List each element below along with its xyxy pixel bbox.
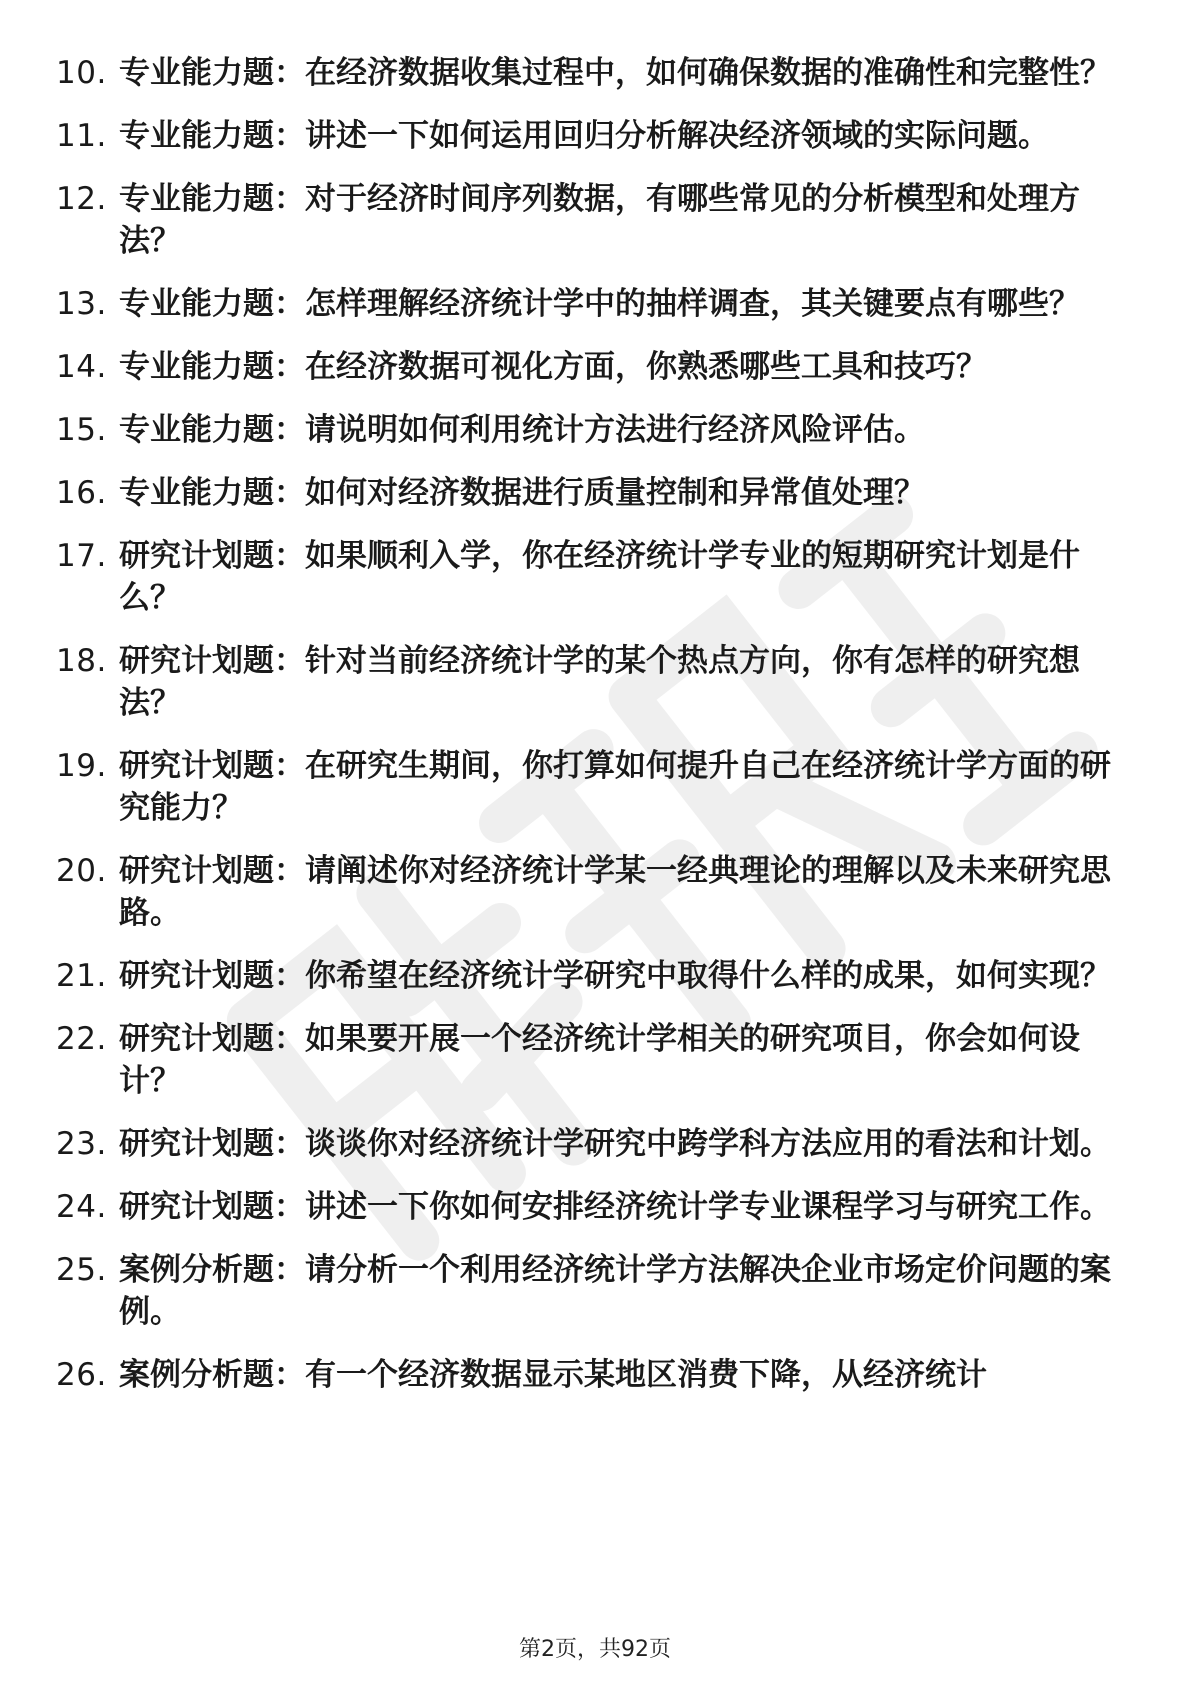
question-category: 研究计划题：	[119, 643, 305, 679]
question-item	[56, 745, 1116, 829]
question-text: 在经济数据可视化方面，你熟悉哪些工具和技巧？	[305, 349, 987, 385]
question-number: 22.	[56, 1021, 107, 1057]
question-body	[119, 1018, 1116, 1102]
question-number: 10.	[56, 55, 107, 91]
question-text: 讲述一下如何运用回归分析解决经济领域的实际问题。	[305, 118, 1049, 154]
question-body	[119, 1186, 1116, 1228]
question-text: 怎样理解经济统计学中的抽样调查，其关键要点有哪些？	[305, 286, 1080, 322]
question-item	[56, 1186, 1116, 1228]
question-number: 26.	[56, 1357, 107, 1393]
question-text: 在研究生期间，你打算如何提升自己在经济统计学方面的研究能力？	[119, 748, 1111, 826]
question-item	[56, 955, 1116, 997]
question-item	[56, 1123, 1116, 1165]
question-body	[119, 472, 1116, 514]
question-text: 如何对经济数据进行质量控制和异常值处理？	[305, 475, 925, 511]
question-item	[56, 850, 1116, 934]
question-number: 19.	[56, 748, 107, 784]
question-body	[119, 955, 1116, 997]
question-number: 23.	[56, 1126, 107, 1162]
question-body	[119, 178, 1116, 262]
question-category: 研究计划题：	[119, 1189, 305, 1225]
question-number: 18.	[56, 643, 107, 679]
document-page	[56, 0, 1116, 1684]
question-number: 16.	[56, 475, 107, 511]
question-text: 谈谈你对经济统计学研究中跨学科方法应用的看法和计划。	[305, 1126, 1111, 1162]
question-text: 讲述一下你如何安排经济统计学专业课程学习与研究工作。	[305, 1189, 1111, 1225]
question-list	[56, 52, 1116, 1417]
question-item	[56, 346, 1116, 388]
question-text: 对于经济时间序列数据，有哪些常见的分析模型和处理方法？	[119, 181, 1080, 259]
question-body	[119, 640, 1116, 724]
question-item	[56, 535, 1116, 619]
question-number: 11.	[56, 118, 107, 154]
question-text: 在经济数据收集过程中，如何确保数据的准确性和完整性？	[305, 55, 1111, 91]
question-number: 20.	[56, 853, 107, 889]
question-body	[119, 1123, 1116, 1165]
question-body	[119, 115, 1116, 157]
question-text: 针对当前经济统计学的某个热点方向，你有怎样的研究想法？	[119, 643, 1080, 721]
question-body	[119, 409, 1116, 451]
question-body	[119, 745, 1116, 829]
question-text: 你希望在经济统计学研究中取得什么样的成果，如何实现？	[305, 958, 1111, 994]
question-item	[56, 178, 1116, 262]
question-category: 专业能力题：	[119, 55, 305, 91]
question-category: 研究计划题：	[119, 1126, 305, 1162]
question-number: 21.	[56, 958, 107, 994]
question-number: 15.	[56, 412, 107, 448]
question-number: 24.	[56, 1189, 107, 1225]
question-item	[56, 640, 1116, 724]
question-category: 专业能力题：	[119, 475, 305, 511]
question-text: 如果要开展一个经济统计学相关的研究项目，你会如何设计？	[119, 1021, 1080, 1099]
question-category: 案例分析题：	[119, 1252, 305, 1288]
question-text: 有一个经济数据显示某地区消费下降，从经济统计	[305, 1357, 987, 1393]
question-item	[56, 409, 1116, 451]
question-number: 25.	[56, 1252, 107, 1288]
question-category: 专业能力题：	[119, 349, 305, 385]
question-category: 专业能力题：	[119, 181, 305, 217]
question-item	[56, 1249, 1116, 1333]
question-body	[119, 1249, 1116, 1333]
page-footer: 第2页，共92页	[519, 1637, 671, 1662]
question-category: 专业能力题：	[119, 412, 305, 448]
question-item	[56, 115, 1116, 157]
question-number: 14.	[56, 349, 107, 385]
question-category: 研究计划题：	[119, 853, 305, 889]
question-text: 请阐述你对经济统计学某一经典理论的理解以及未来研究思路。	[119, 853, 1111, 931]
question-text: 如果顺利入学，你在经济统计学专业的短期研究计划是什么？	[119, 538, 1080, 616]
question-category: 研究计划题：	[119, 748, 305, 784]
question-text: 请说明如何利用统计方法进行经济风险评估。	[305, 412, 925, 448]
question-category: 案例分析题：	[119, 1357, 305, 1393]
question-body	[119, 1354, 1116, 1396]
question-body	[119, 283, 1116, 325]
question-text: 请分析一个利用经济统计学方法解决企业市场定价问题的案例。	[119, 1252, 1111, 1330]
question-body	[119, 346, 1116, 388]
question-category: 专业能力题：	[119, 286, 305, 322]
question-number: 12.	[56, 181, 107, 217]
question-item	[56, 1354, 1116, 1396]
question-number: 13.	[56, 286, 107, 322]
question-category: 专业能力题：	[119, 118, 305, 154]
question-category: 研究计划题：	[119, 1021, 305, 1057]
question-item	[56, 283, 1116, 325]
question-number: 17.	[56, 538, 107, 574]
question-body	[119, 850, 1116, 934]
question-item	[56, 472, 1116, 514]
question-item	[56, 1018, 1116, 1102]
question-category: 研究计划题：	[119, 958, 305, 994]
question-item	[56, 52, 1116, 94]
question-body	[119, 52, 1116, 94]
question-category: 研究计划题：	[119, 538, 305, 574]
question-body	[119, 535, 1116, 619]
